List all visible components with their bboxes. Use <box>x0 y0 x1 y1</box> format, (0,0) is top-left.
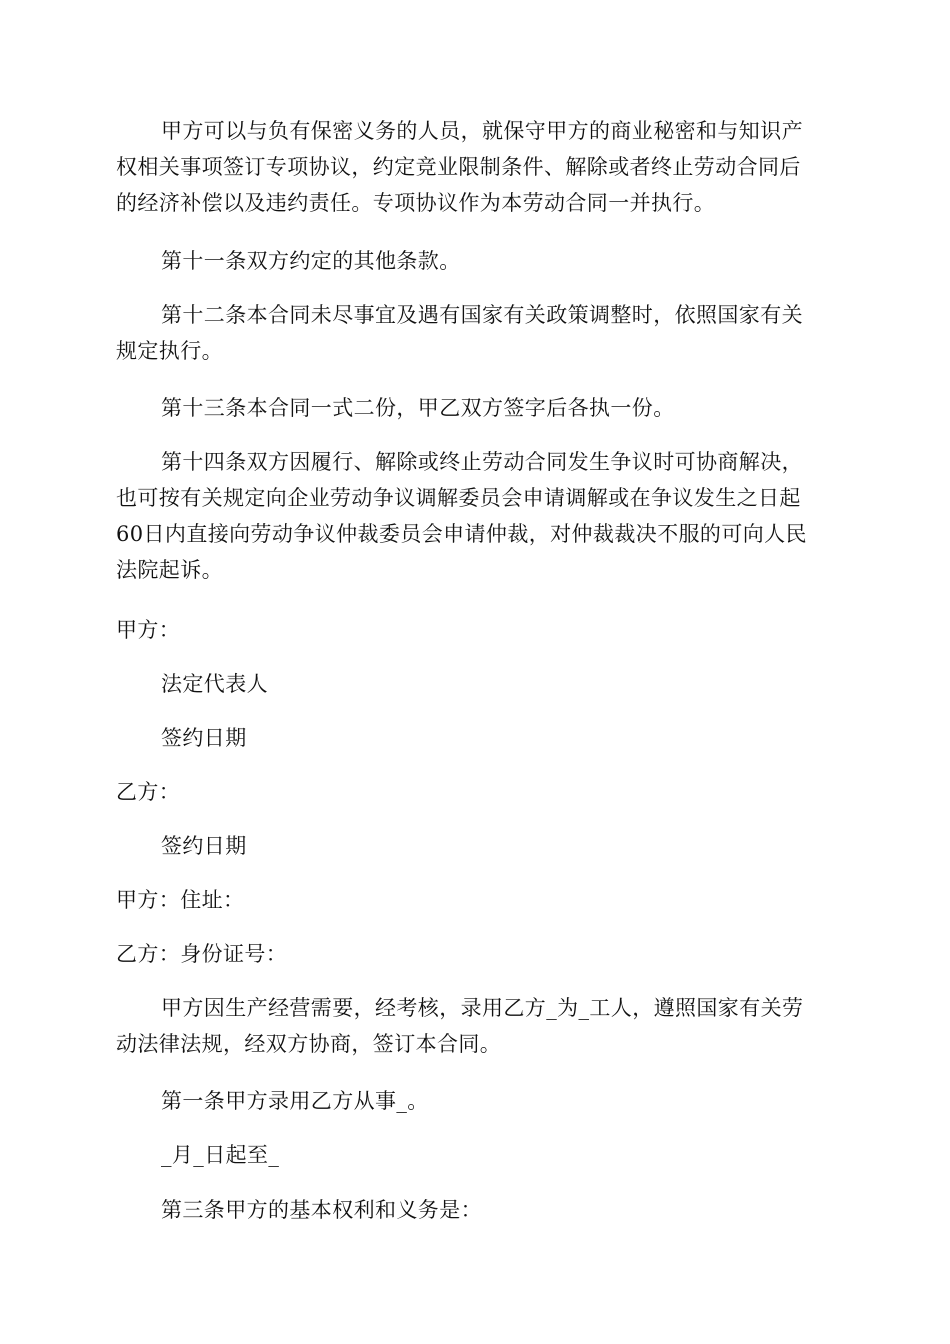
text-line: 乙方：身份证号： <box>116 942 288 966</box>
legal-representative-label <box>116 666 881 702</box>
text-line: 权相关事项签订专项协议，约定竞业限制条件、解除或者终止劳动合同后 <box>116 155 801 179</box>
paragraph-employment-intro <box>116 990 881 1062</box>
text-line: 60日内直接向劳动争议仲裁委员会申请仲裁，对仲裁裁决不服的可向人民 <box>116 522 807 546</box>
text-line: 第十四条双方因履行、解除或终止劳动合同发生争议时可协商解决， <box>161 450 803 474</box>
text-line: 也可按有关规定向企业劳动争议调解委员会申请调解或在争议发生之日起 <box>116 486 801 510</box>
text-line: 第十三条本合同一式二份，甲乙双方签字后各执一份。 <box>161 396 675 420</box>
text-line: 规定执行。 <box>116 339 223 363</box>
paragraph-confidentiality-agreement <box>116 113 881 221</box>
party-b-id-label <box>116 936 836 972</box>
text-line: 甲方因生产经营需要，经考核，录用乙方_为_工人，遵照国家有关劳 <box>161 996 804 1020</box>
paragraph-term-dates <box>116 1137 881 1173</box>
text-line: 动法律法规，经双方协商，签订本合同。 <box>116 1032 502 1056</box>
text-line: 签约日期 <box>161 726 247 750</box>
text-line: 甲方：住址： <box>116 888 245 912</box>
text-line: 法定代表人 <box>161 672 268 696</box>
party-a-address-label <box>116 882 836 918</box>
paragraph-article-1 <box>116 1083 881 1119</box>
text-line: 第十二条本合同未尽事宜及遇有国家有关政策调整时，依照国家有关 <box>161 303 803 327</box>
text-line: 第三条甲方的基本权利和义务是： <box>161 1198 482 1222</box>
text-line: 第一条甲方录用乙方从事_。 <box>161 1089 429 1113</box>
text-line: 乙方： <box>116 780 181 804</box>
text-line: 签约日期 <box>161 834 247 858</box>
text-line: 甲方： <box>116 618 181 642</box>
party-b-label <box>116 774 836 810</box>
signing-date-label-b <box>116 828 881 864</box>
text-line: 法院起诉。 <box>116 558 223 582</box>
text-line: _月_日起至_ <box>161 1143 280 1167</box>
paragraph-article-14 <box>116 444 881 588</box>
text-line: 的经济补偿以及违约责任。专项协议作为本劳动合同一并执行。 <box>116 191 716 215</box>
text-line: 第十一条双方约定的其他条款。 <box>161 249 461 273</box>
paragraph-article-13 <box>116 390 881 426</box>
paragraph-article-11 <box>116 243 881 279</box>
paragraph-article-12 <box>116 297 881 369</box>
signing-date-label-a <box>116 720 881 756</box>
text-line: 甲方可以与负有保密义务的人员，就保守甲方的商业秘密和与知识产 <box>161 119 803 143</box>
party-a-label <box>116 612 836 648</box>
paragraph-article-3 <box>116 1192 881 1228</box>
